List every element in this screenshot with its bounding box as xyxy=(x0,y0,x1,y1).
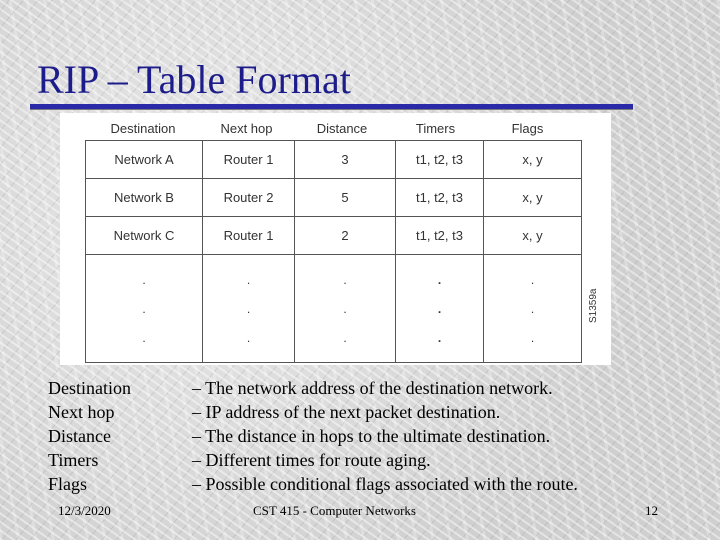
definition-desc: – The network address of the destination network. xyxy=(192,378,553,398)
ellipsis-cell: . . . xyxy=(86,255,203,363)
table-cell: Router 2 xyxy=(203,179,295,217)
footer-date: 12/3/2020 xyxy=(58,503,111,518)
definition-row xyxy=(48,448,578,472)
table-row xyxy=(86,179,582,217)
table-cell: x, y xyxy=(484,179,582,217)
table-cell: t1, t2, t3 xyxy=(396,179,484,217)
table-row xyxy=(86,141,582,179)
table-cell: x, y xyxy=(484,141,582,179)
footer-page-number: 12 xyxy=(645,503,658,518)
table-cell: x, y xyxy=(484,217,582,255)
col-header-next-hop: Next hop xyxy=(220,121,273,136)
definition-row xyxy=(48,400,578,424)
ellipsis-cell: . . . xyxy=(396,255,484,363)
title-rule-shadow xyxy=(30,109,633,110)
ellipsis-cell: . . . xyxy=(295,255,396,363)
table-cell: Network A xyxy=(86,141,203,179)
table-cell: t1, t2, t3 xyxy=(396,217,484,255)
ellipsis-cell: . . . xyxy=(484,255,582,363)
definition-desc: – IP address of the next packet destination. xyxy=(192,402,501,422)
definition-term: Destination xyxy=(48,378,131,398)
footer-course: CST 415 - Computer Networks xyxy=(253,503,416,518)
col-header-destination: Destination xyxy=(110,121,176,136)
table-cell: Network C xyxy=(86,217,203,255)
table-cell: Network B xyxy=(86,179,203,217)
table-cell: 3 xyxy=(295,141,396,179)
col-header-flags: Flags xyxy=(511,121,544,136)
table-cell: t1, t2, t3 xyxy=(396,141,484,179)
slide-title: RIP – Table Format xyxy=(37,57,351,102)
figure-id: S1359a xyxy=(588,288,599,323)
rip-table-figure xyxy=(60,113,611,365)
table-cell: Router 1 xyxy=(203,141,295,179)
definition-desc: – The distance in hops to the ultimate destination. xyxy=(192,426,551,446)
table-row-continuation xyxy=(86,255,582,363)
definition-row xyxy=(48,472,578,496)
definition-term: Flags xyxy=(48,474,88,494)
rip-table xyxy=(85,140,582,363)
definitions-list xyxy=(48,376,578,496)
definition-row xyxy=(48,376,578,400)
table-cell: 5 xyxy=(295,179,396,217)
definition-term: Distance xyxy=(48,426,111,446)
table-cell: Router 1 xyxy=(203,217,295,255)
definition-row xyxy=(48,424,578,448)
definition-desc: – Possible conditional flags associated with the route. xyxy=(192,474,578,494)
definition-term: Next hop xyxy=(48,402,115,422)
col-header-timers: Timers xyxy=(415,121,456,136)
definition-desc: – Different times for route aging. xyxy=(192,450,431,470)
table-cell: 2 xyxy=(295,217,396,255)
definition-term: Timers xyxy=(48,450,99,470)
col-header-distance: Distance xyxy=(316,121,368,136)
table-row xyxy=(86,217,582,255)
ellipsis-cell: . . . xyxy=(203,255,295,363)
